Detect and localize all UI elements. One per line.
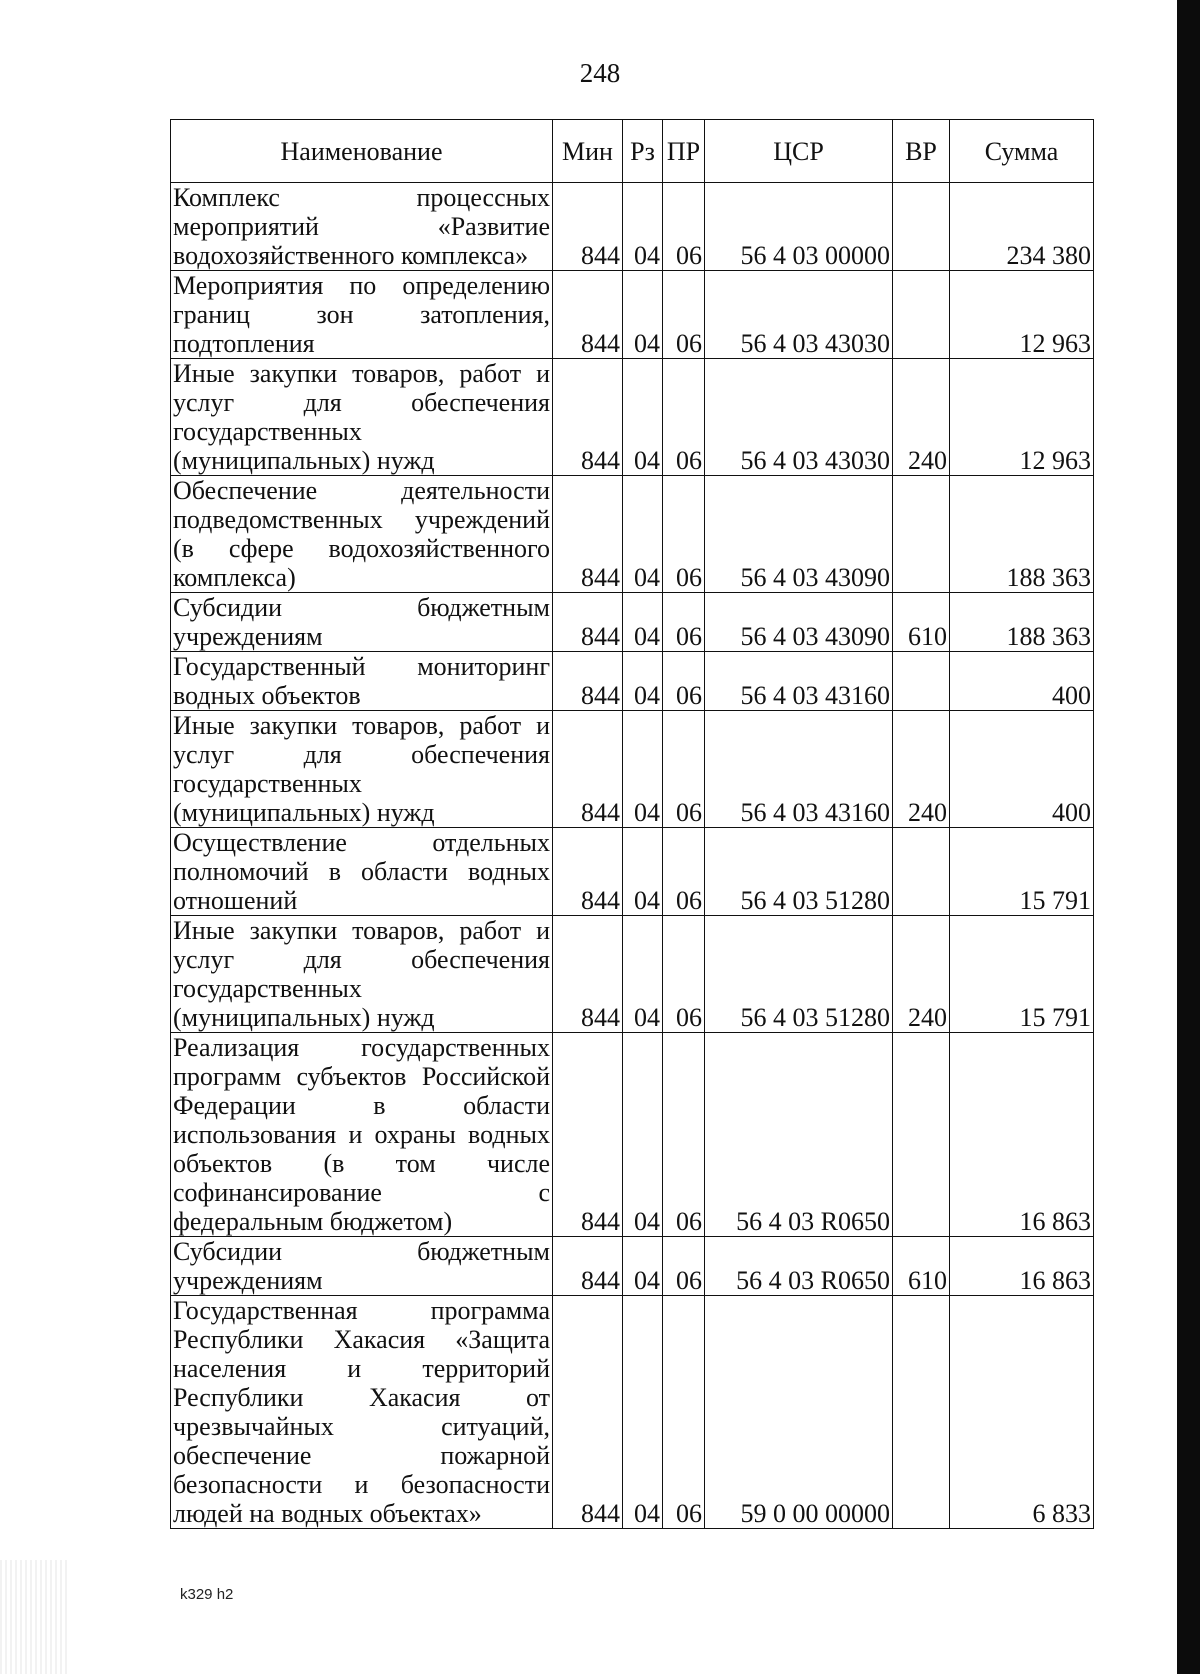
cell-sum: 234 380: [950, 183, 1094, 271]
cell-pr: 06: [663, 1296, 705, 1529]
table-row: [171, 1033, 1094, 1237]
cell-sum: 15 791: [950, 916, 1094, 1033]
cell-rz: 04: [623, 1033, 663, 1237]
cell-min: 844: [553, 271, 623, 359]
header-vr: ВР: [893, 120, 950, 183]
scan-edge-bar: [1177, 0, 1200, 1674]
cell-pr: 06: [663, 1033, 705, 1237]
header-min: Мин: [553, 120, 623, 183]
header-sum: Сумма: [950, 120, 1094, 183]
cell-name: Осуществление отдельных полномочий в области водных отношений: [171, 828, 553, 916]
cell-sum: 400: [950, 652, 1094, 711]
cell-name: Мероприятия по определению границ зон затопления, подтопления: [171, 271, 553, 359]
cell-pr: 06: [663, 711, 705, 828]
table-row: [171, 359, 1094, 476]
cell-min: 844: [553, 828, 623, 916]
scan-artifact: [0, 1560, 70, 1674]
cell-vr: [893, 828, 950, 916]
cell-rz: 04: [623, 916, 663, 1033]
cell-csr: 56 4 03 43030: [705, 271, 893, 359]
cell-pr: 06: [663, 593, 705, 652]
cell-vr: 240: [893, 711, 950, 828]
cell-csr: 59 0 00 00000: [705, 1296, 893, 1529]
cell-rz: 04: [623, 593, 663, 652]
footer-code: k329 h2: [180, 1586, 234, 1603]
cell-rz: 04: [623, 711, 663, 828]
cell-sum: 6 833: [950, 1296, 1094, 1529]
cell-rz: 04: [623, 1296, 663, 1529]
cell-min: 844: [553, 1237, 623, 1296]
cell-name: Обеспечение деятельности подведомственных учреждений (в сфере водохозяйственного комплекса): [171, 476, 553, 593]
cell-csr: 56 4 03 R0650: [705, 1033, 893, 1237]
header-pr: ПР: [663, 120, 705, 183]
table-row: [171, 593, 1094, 652]
cell-csr: 56 4 03 51280: [705, 828, 893, 916]
cell-name: Иные закупки товаров, работ и услуг для обеспечения государственных (муниципальных) нужд: [171, 359, 553, 476]
cell-vr: 610: [893, 1237, 950, 1296]
cell-sum: 16 863: [950, 1237, 1094, 1296]
cell-csr: 56 4 03 43090: [705, 476, 893, 593]
cell-csr: 56 4 03 51280: [705, 916, 893, 1033]
cell-vr: [893, 652, 950, 711]
cell-csr: 56 4 03 43160: [705, 711, 893, 828]
cell-min: 844: [553, 916, 623, 1033]
cell-pr: 06: [663, 359, 705, 476]
cell-sum: 12 963: [950, 359, 1094, 476]
cell-name: Государственный мониторинг водных объектов: [171, 652, 553, 711]
cell-min: 844: [553, 593, 623, 652]
cell-vr: [893, 1296, 950, 1529]
cell-rz: 04: [623, 828, 663, 916]
cell-pr: 06: [663, 183, 705, 271]
cell-min: 844: [553, 1296, 623, 1529]
table-row: [171, 1237, 1094, 1296]
cell-name: Иные закупки товаров, работ и услуг для обеспечения государственных (муниципальных) нужд: [171, 916, 553, 1033]
cell-csr: 56 4 03 00000: [705, 183, 893, 271]
cell-rz: 04: [623, 183, 663, 271]
table-row: [171, 711, 1094, 828]
cell-vr: [893, 271, 950, 359]
cell-name: Субсидии бюджетным учреждениям: [171, 1237, 553, 1296]
cell-min: 844: [553, 1033, 623, 1237]
cell-pr: 06: [663, 652, 705, 711]
cell-min: 844: [553, 359, 623, 476]
cell-csr: 56 4 03 R0650: [705, 1237, 893, 1296]
table-row: [171, 916, 1094, 1033]
cell-rz: 04: [623, 359, 663, 476]
cell-rz: 04: [623, 1237, 663, 1296]
cell-sum: 12 963: [950, 271, 1094, 359]
budget-table: [170, 119, 1094, 1529]
page-number: 248: [579, 58, 621, 88]
table-row: [171, 271, 1094, 359]
cell-sum: 400: [950, 711, 1094, 828]
cell-pr: 06: [663, 271, 705, 359]
table-row: [171, 476, 1094, 593]
cell-min: 844: [553, 476, 623, 593]
cell-vr: 610: [893, 593, 950, 652]
table-row: [171, 652, 1094, 711]
cell-vr: [893, 183, 950, 271]
cell-pr: 06: [663, 1237, 705, 1296]
cell-csr: 56 4 03 43090: [705, 593, 893, 652]
cell-rz: 04: [623, 476, 663, 593]
cell-name: Государственная программа Республики Хакасия «Защита населения и территорий Республики Хакасия от чрезвычайных ситуаций, обеспечение пожарной безопасности и безопасности людей на водных объектах»: [171, 1296, 553, 1529]
cell-vr: 240: [893, 916, 950, 1033]
cell-vr: [893, 476, 950, 593]
cell-vr: [893, 1033, 950, 1237]
cell-rz: 04: [623, 271, 663, 359]
cell-sum: 15 791: [950, 828, 1094, 916]
cell-pr: 06: [663, 828, 705, 916]
header-rz: Рз: [623, 120, 663, 183]
header-csr: ЦСР: [705, 120, 893, 183]
cell-min: 844: [553, 652, 623, 711]
header-name: Наименование: [171, 120, 553, 183]
table-row: [171, 828, 1094, 916]
cell-name: Реализация государственных программ субъектов Российской Федерации в области использования и охраны водных объектов (в том числе софинансирование с федеральным бюджетом): [171, 1033, 553, 1237]
cell-min: 844: [553, 711, 623, 828]
cell-sum: 16 863: [950, 1033, 1094, 1237]
cell-csr: 56 4 03 43030: [705, 359, 893, 476]
cell-name: Комплекс процессных мероприятий «Развитие водохозяйственного комплекса»: [171, 183, 553, 271]
cell-csr: 56 4 03 43160: [705, 652, 893, 711]
cell-pr: 06: [663, 916, 705, 1033]
cell-rz: 04: [623, 652, 663, 711]
table-row: [171, 1296, 1094, 1529]
cell-name: Иные закупки товаров, работ и услуг для обеспечения государственных (муниципальных) нужд: [171, 711, 553, 828]
cell-sum: 188 363: [950, 593, 1094, 652]
cell-vr: 240: [893, 359, 950, 476]
table-row: [171, 183, 1094, 271]
table-header-row: [171, 120, 1094, 183]
cell-name: Субсидии бюджетным учреждениям: [171, 593, 553, 652]
cell-min: 844: [553, 183, 623, 271]
cell-pr: 06: [663, 476, 705, 593]
table-body: [171, 183, 1094, 1529]
cell-sum: 188 363: [950, 476, 1094, 593]
